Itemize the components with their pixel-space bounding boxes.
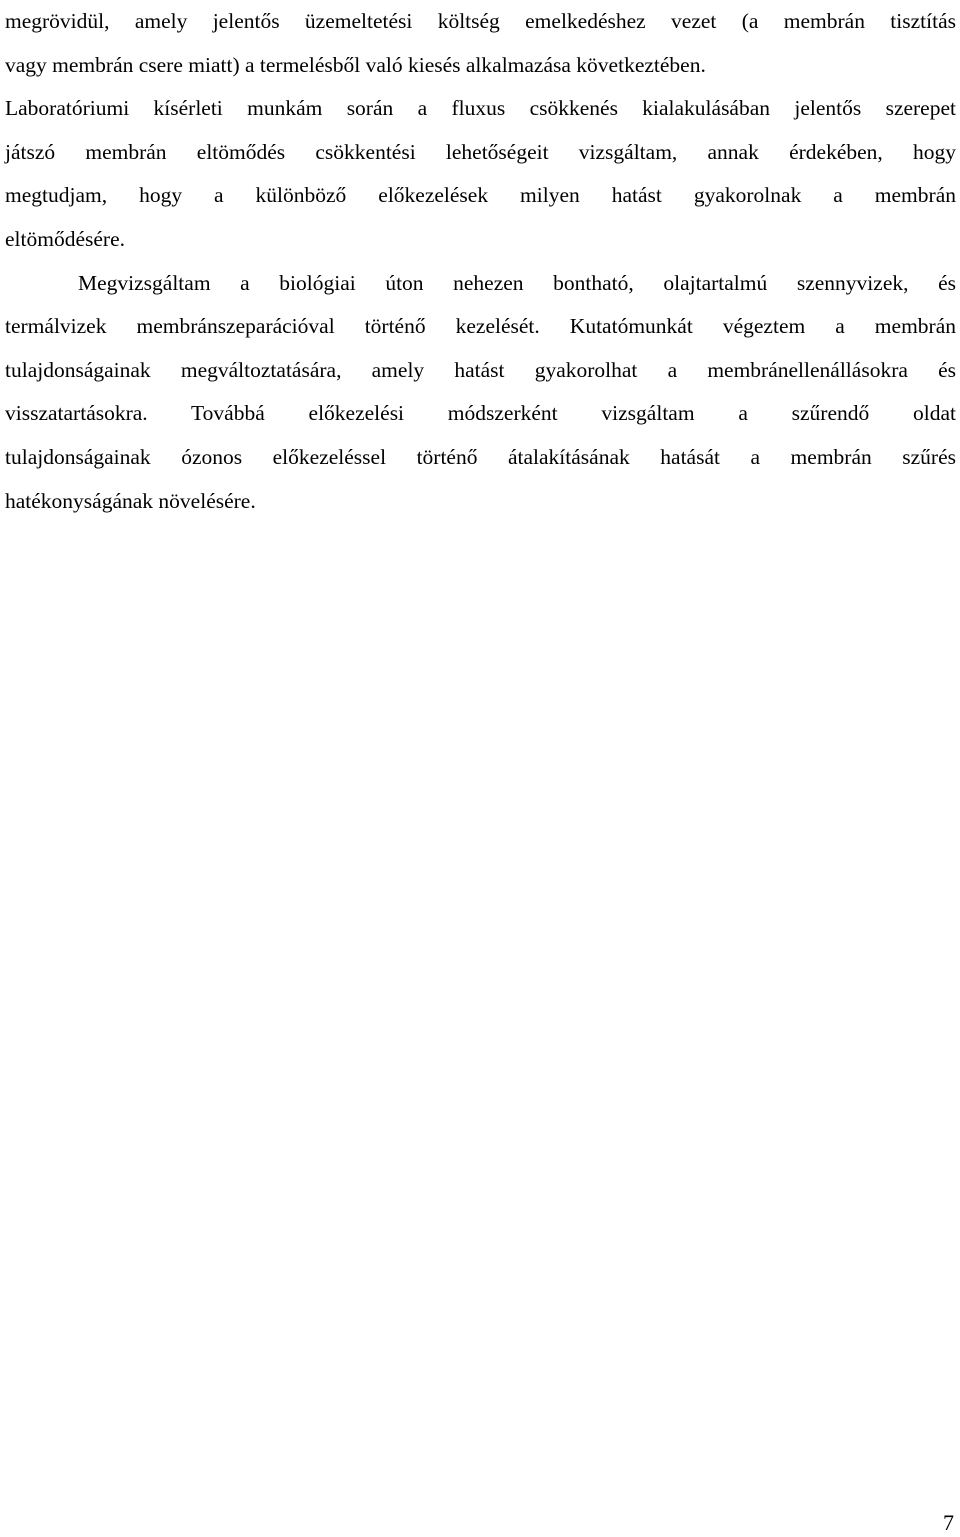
text-line: Megvizsgáltam a biológiai úton nehezen bontható, olajtartalmú szennyvizek, és	[78, 270, 956, 295]
page-number: 7	[943, 1510, 954, 1535]
text-line: eltömődésére.	[5, 226, 125, 251]
paragraph-continuation	[5, 0, 956, 87]
text-line: játszó membrán eltömődés csökkentési lehetőségeit vizsgáltam, annak érdekében, hogy	[5, 139, 956, 164]
text-line: Laboratóriumi kísérleti munkám során a fluxus csökkenés kialakulásában jelentős szerepet	[5, 96, 956, 121]
text-line: visszatartásokra. Továbbá előkezelési módszerként vizsgáltam a szűrendő oldat	[5, 401, 956, 426]
text-line: hatékonyságának növelésére.	[5, 488, 256, 513]
text-line: tulajdonságainak megváltoztatására, amely hatást gyakorolhat a membránellenállásokra és	[5, 357, 956, 382]
text-line: megrövidül, amely jelentős üzemeltetési költség emelkedéshez vezet (a membrán tisztítás	[5, 9, 956, 33]
text-line: tulajdonságainak ózonos előkezeléssel történő átalakításának hatását a membrán szűrés	[5, 444, 956, 469]
text-line: megtudjam, hogy a különböző előkezelések milyen hatást gyakorolnak a membrán	[5, 183, 956, 208]
text-line: vagy membrán csere miatt) a termelésből való kiesés alkalmazása következtében.	[5, 52, 706, 77]
page-body	[5, 0, 956, 523]
paragraph-laboratory-work	[5, 87, 956, 261]
text-line: termálvizek membránszeparációval történő kezelését. Kutatómunkát végeztem a membrán	[5, 314, 956, 339]
paragraph-investigations	[5, 262, 956, 524]
